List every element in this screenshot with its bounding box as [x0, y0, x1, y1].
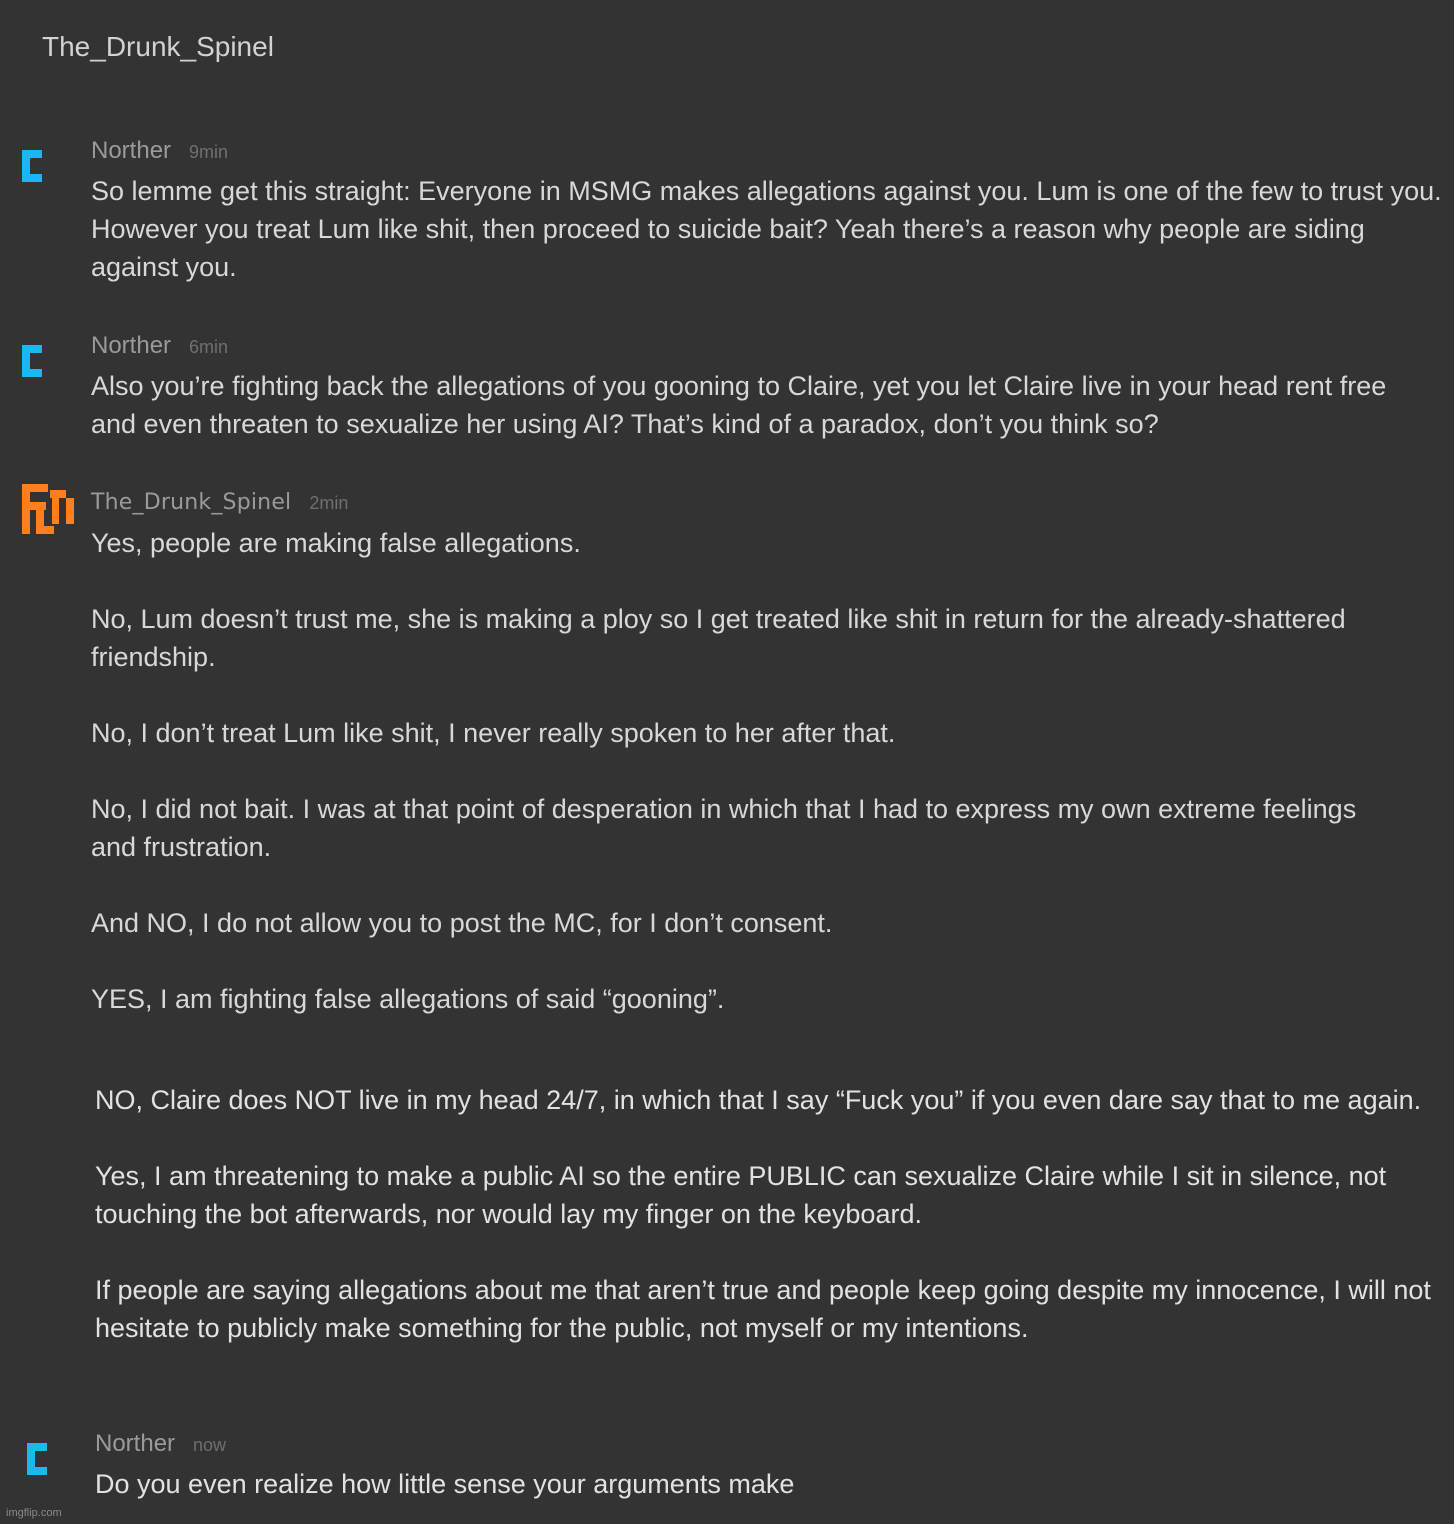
comment-body	[91, 367, 1431, 443]
comment-paragraph: Do you even realize how little sense your arguments make	[95, 1469, 795, 1499]
comment-header	[95, 1430, 226, 1461]
comment-author[interactable]: Norther	[95, 1430, 176, 1457]
comment-paragraph: No, Lum doesn’t trust me, she is making a ploy so I get treated like shit in return for the already-shattered friendship.	[91, 604, 1346, 672]
comment-paragraph: Yes, people are making false allegations.	[91, 528, 581, 558]
comment-author[interactable]: Norther	[91, 137, 172, 164]
comment-body-continuation	[95, 1081, 1440, 1347]
blue-pixel-c-icon[interactable]	[27, 1443, 47, 1475]
page-title: The_Drunk_Spinel	[42, 31, 274, 62]
comment-body	[91, 524, 1391, 1018]
comment-header	[91, 489, 348, 519]
blue-pixel-c-icon[interactable]	[22, 150, 42, 182]
comment-paragraph: YES, I am fighting false allegations of said “gooning”.	[91, 984, 725, 1014]
watermark: imgflip.com	[6, 1507, 62, 1519]
comment-body	[95, 1465, 1395, 1503]
comment-paragraph: If people are saying allegations about me that aren’t true and people keep going despite my innocence, I will not hesitate to publicly make something for the public, not myself or my intentions.	[95, 1275, 1431, 1343]
comment-time: 9min	[189, 142, 229, 162]
comment-paragraph: And NO, I do not allow you to post the MC, for I don’t consent.	[91, 908, 833, 938]
comment-time: 6min	[189, 337, 229, 357]
comment-paragraph: Also you’re fighting back the allegations of you gooning to Claire, yet you let Claire live in your head rent free and even threaten to sexualize her using AI? That’s kind of a paradox, don’t you think so?	[91, 371, 1387, 439]
comment-paragraph: No, I don’t treat Lum like shit, I never really spoken to her after that.	[91, 718, 896, 748]
comment-header	[91, 137, 228, 168]
comment-author[interactable]: The_Drunk_Spinel	[91, 490, 292, 515]
comment-body	[91, 172, 1451, 286]
blue-pixel-c-icon[interactable]	[22, 345, 42, 377]
comment-author[interactable]: Norther	[91, 332, 172, 359]
comment-time: now	[193, 1435, 227, 1455]
comment-header	[91, 332, 228, 363]
comment-paragraph: So lemme get this straight: Everyone in MSMG makes allegations against you. Lum is one of the few to trust you. However you treat Lum like shit, then proceed to suicide bait? Yeah there’s a reason why people are siding against you.	[91, 176, 1442, 282]
comment-paragraph: Yes, I am threatening to make a public AI so the entire PUBLIC can sexualize Claire while I sit in silence, not touching the bot afterwards, nor would lay my finger on the keyboard.	[95, 1161, 1387, 1229]
comment-paragraph: NO, Claire does NOT live in my head 24/7, in which that I say “Fuck you” if you even dare say that to me again.	[95, 1085, 1422, 1115]
orange-pixel-logo-icon[interactable]	[22, 484, 74, 534]
comment-time: 2min	[309, 493, 349, 513]
comment-paragraph: No, I did not bait. I was at that point of desperation in which that I had to express my own extreme feelings and frustration.	[91, 794, 1357, 862]
